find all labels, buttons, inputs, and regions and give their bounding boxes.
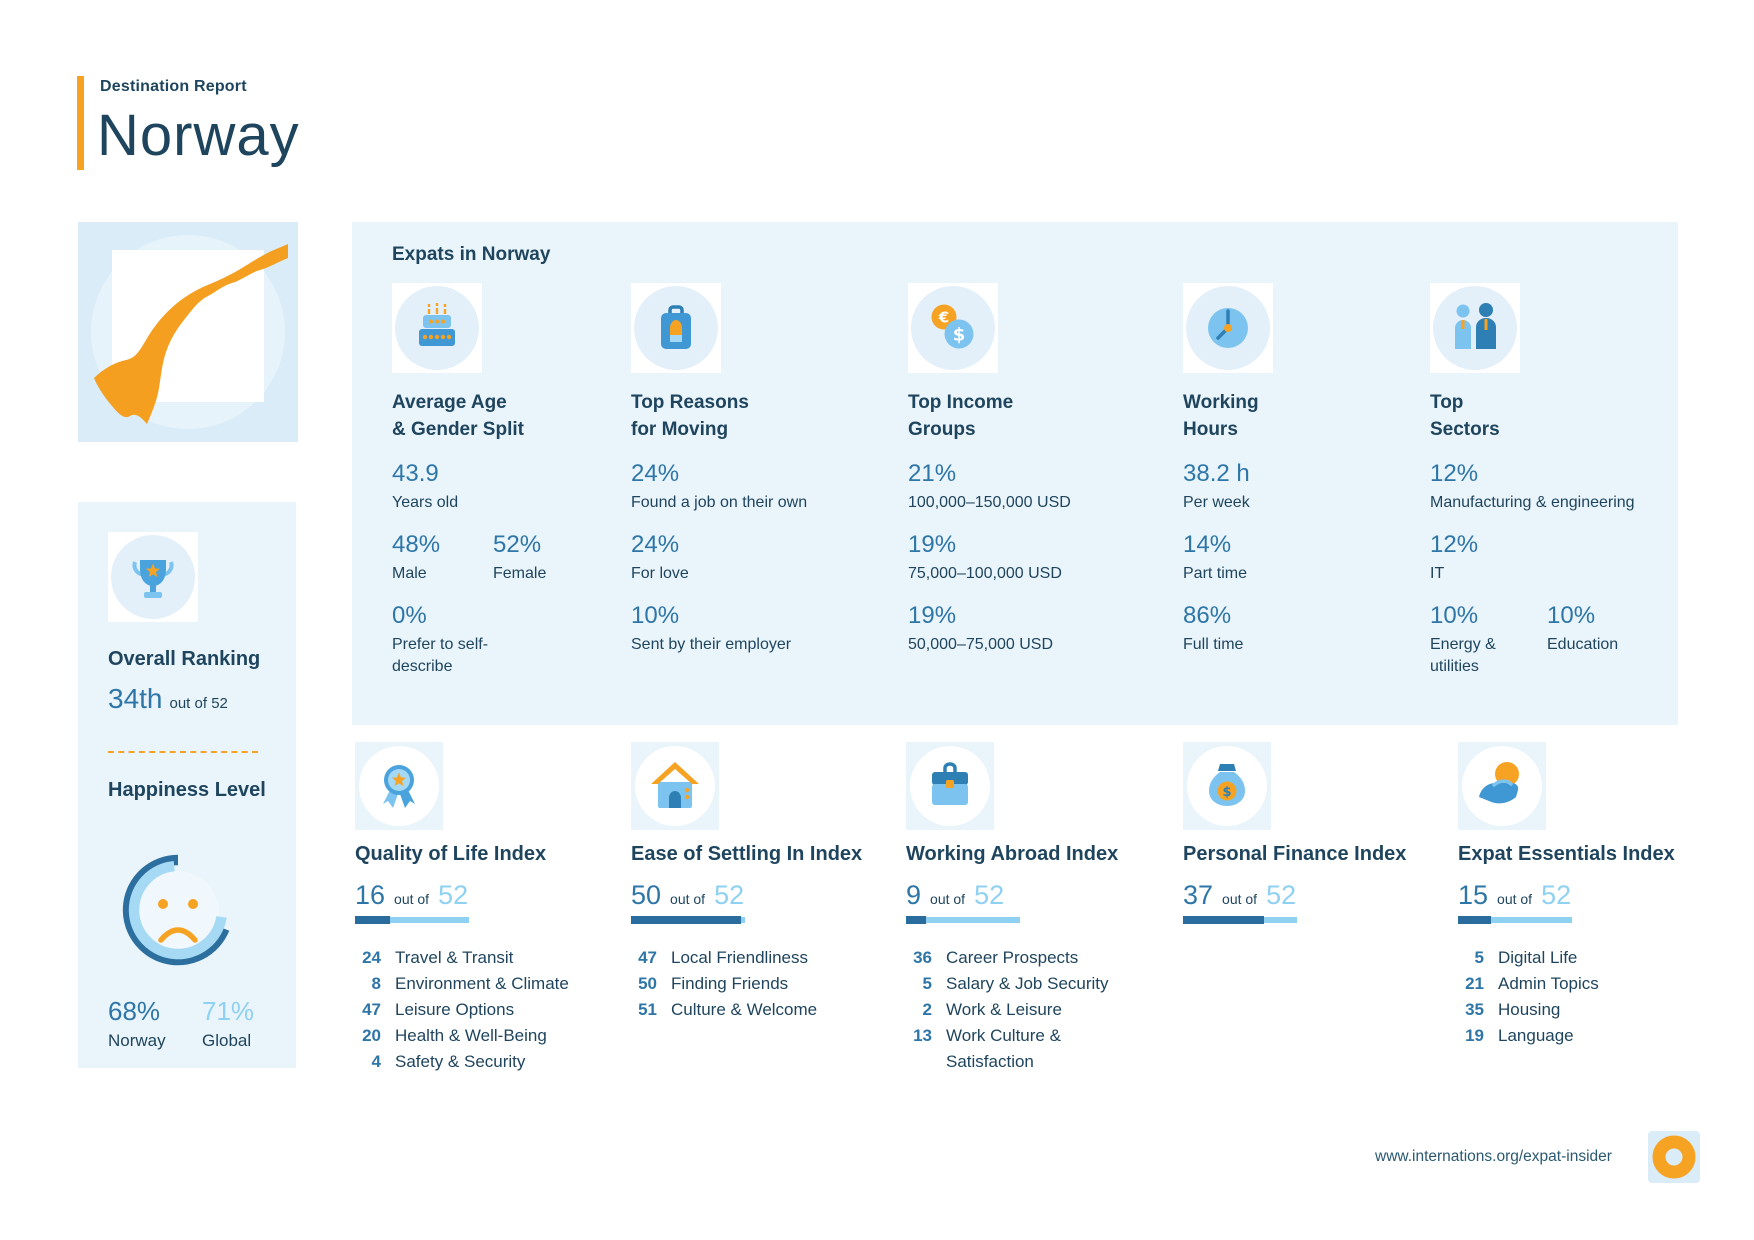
column-heading: Working Hours [1183, 392, 1259, 440]
internations-logo [1648, 1131, 1700, 1183]
list-item: 2 Work & Leisure [922, 1000, 1062, 1019]
column-heading: Top Income Groups [908, 392, 1014, 440]
expats-column-sectors [1430, 283, 1675, 678]
birthday-cake-icon [409, 300, 465, 356]
accent-bar [77, 76, 84, 170]
stat: 14% Part time [1183, 531, 1248, 582]
badge-tile [355, 742, 443, 830]
trophy-tile [108, 532, 198, 622]
hand-coin-tile [1458, 742, 1546, 830]
overall-rank: 34th [108, 683, 163, 714]
list-item: 47 Leisure Options [362, 1000, 515, 1019]
happiness-global: 71% Global [202, 996, 255, 1050]
stat-row [1183, 459, 1413, 514]
expats-column-reasons [631, 283, 891, 656]
stat-row [1183, 601, 1413, 656]
list-item: 5 Salary & Job Security [922, 974, 1109, 993]
stat: 12% Manufacturing & engineering [1430, 460, 1635, 511]
subrank-list [631, 945, 881, 1023]
overall-ranking-card [78, 502, 296, 1068]
suitcase-tile [631, 283, 721, 373]
house-icon [647, 758, 703, 814]
happiness-norway: 68% Norway [108, 996, 166, 1050]
expats-column-age-gender [392, 283, 627, 678]
stat: 52% Female [493, 531, 547, 582]
column-heading: Top Sectors [1430, 392, 1500, 440]
stat-row [392, 530, 627, 585]
index-rank: 16 out of 52 [355, 880, 469, 910]
stat: 24% Found a job on their own [631, 460, 808, 511]
stat-row [1183, 530, 1413, 585]
briefcase-icon [922, 758, 978, 814]
money-bag-icon [1199, 758, 1255, 814]
list-item: 13 Work Culture & Satisfaction [913, 1026, 1061, 1071]
overall-ranking-value [108, 683, 296, 715]
expats-panel-title: Expats in Norway [392, 244, 551, 265]
rank-progress-bar [355, 917, 469, 923]
happiness-stats [108, 996, 296, 1051]
rank-progress-bar [1458, 917, 1572, 923]
column-heading: Average Age & Gender Split [392, 392, 524, 440]
stat: 48% Male [392, 531, 441, 582]
index-title: Personal Finance Index [1183, 843, 1407, 865]
working-abroad-index-card [906, 742, 1156, 1075]
stat: 10% Sent by their employer [631, 602, 792, 653]
list-item: 21 Admin Topics [1465, 974, 1599, 993]
stat: 10% Energy & utilities [1430, 602, 1496, 675]
subrank-list [906, 945, 1156, 1075]
expats-column-hours [1183, 283, 1413, 656]
stat-row [392, 459, 627, 514]
overall-rank-suffix: out of 52 [169, 695, 228, 712]
stat: 38.2 h Per week [1183, 460, 1250, 511]
list-item: 24 Travel & Transit [362, 948, 514, 967]
stat: 0% Prefer to self-describe [392, 602, 489, 675]
people-icon [1447, 300, 1503, 356]
stat: 24% For love [631, 531, 689, 582]
money-bag-tile [1183, 742, 1271, 830]
column-heading: Top Reasons for Moving [631, 392, 749, 440]
stat-row [1430, 459, 1675, 514]
list-item: 19 Language [1465, 1026, 1574, 1045]
overall-ranking-title: Overall Ranking [108, 648, 261, 670]
expat-essentials-index-card [1458, 742, 1708, 1049]
index-rank: 9 out of 52 [906, 880, 1005, 910]
cake-tile [392, 283, 482, 373]
clock-tile [1183, 283, 1273, 373]
internations-ring-icon [1648, 1131, 1700, 1183]
index-title: Expat Essentials Index [1458, 843, 1675, 865]
stat: 12% IT [1430, 531, 1479, 582]
subrank-list [355, 945, 600, 1075]
stat-row [908, 530, 1168, 585]
report-kicker: Destination Report [100, 78, 247, 95]
footer-url[interactable]: www.internations.org/expat-insider [1375, 1148, 1612, 1165]
suitcase-icon [648, 300, 704, 356]
rank-progress-bar [906, 917, 1020, 923]
svg-text:€: € [938, 308, 950, 327]
list-item: 36 Career Prospects [913, 948, 1079, 967]
country-map-card [78, 222, 298, 442]
stat: 10% Education [1547, 602, 1619, 653]
stat-row [631, 601, 891, 656]
svg-text:$: $ [1222, 785, 1232, 800]
hand-coin-icon [1474, 758, 1530, 814]
stat: 86% Full time [1183, 602, 1244, 653]
stat-row [631, 459, 891, 514]
stat-row [1430, 530, 1675, 585]
list-item: 5 Digital Life [1474, 948, 1578, 967]
index-title: Ease of Settling In Index [631, 843, 863, 865]
rank-progress-bar [631, 917, 745, 923]
stat-row [1430, 601, 1675, 678]
people-tile [1430, 283, 1520, 373]
subrank-list [1458, 945, 1708, 1049]
list-item: 8 Environment & Climate [371, 974, 569, 993]
stat-row [908, 459, 1168, 514]
currency-coins-icon [925, 300, 981, 356]
index-rank: 50 out of 52 [631, 880, 745, 910]
sad-face-gauge [118, 850, 238, 970]
list-item: 47 Local Friendliness [638, 948, 809, 967]
index-title: Working Abroad Index [906, 843, 1119, 865]
stat: 21% 100,000–150,000 USD [908, 460, 1071, 511]
list-item: 20 Health & Well-Being [362, 1026, 547, 1045]
index-title: Quality of Life Index [355, 843, 547, 865]
stat: 43.9 Years old [392, 460, 459, 511]
list-item: 50 Finding Friends [638, 974, 789, 993]
trophy-icon [125, 549, 181, 605]
happiness-title: Happiness Level [108, 779, 266, 801]
stat-row [392, 601, 627, 678]
list-item: 35 Housing [1465, 1000, 1561, 1019]
stat-row [631, 530, 891, 585]
rank-progress-bar [1183, 917, 1297, 923]
orange-divider [108, 751, 258, 753]
briefcase-tile [906, 742, 994, 830]
stat-row [908, 601, 1168, 656]
house-tile [631, 742, 719, 830]
quality-of-life-index-card [355, 742, 600, 1075]
personal-finance-index-card [1183, 742, 1433, 923]
coins-tile [908, 283, 998, 373]
list-item: 51 Culture & Welcome [638, 1000, 818, 1019]
list-item: 4 Safety & Security [371, 1052, 526, 1071]
clock-icon [1200, 300, 1256, 356]
stat: 19% 75,000–100,000 USD [908, 531, 1062, 582]
expats-column-income [908, 283, 1168, 656]
badge-icon [371, 758, 427, 814]
page-title: Norway [97, 103, 300, 168]
index-rank: 15 out of 52 [1458, 880, 1572, 910]
expats-panel [352, 222, 1678, 725]
ease-of-settling-index-card [631, 742, 881, 1023]
index-rank: 37 out of 52 [1183, 880, 1297, 910]
norway-map-icon [82, 228, 294, 438]
svg-text:$: $ [952, 324, 966, 346]
stat: 19% 50,000–75,000 USD [908, 602, 1053, 653]
